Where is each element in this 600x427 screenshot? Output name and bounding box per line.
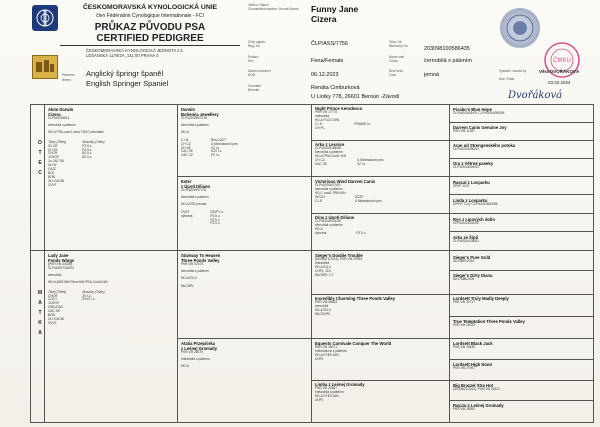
great-grandparent-name: Limba z Leśnej Gromady xyxy=(315,382,365,387)
great-grandparent-health: HD-A EYES-N/N xyxy=(315,352,339,357)
great-grandparent-colour: černobílá s pálením xyxy=(315,222,343,227)
great-grandparent-colour: černobílá xyxy=(315,303,329,308)
hair-label: Druh srsti xyxy=(389,69,403,73)
great-grandparent-colour: černobílá s pálením xyxy=(315,186,343,191)
grandparent-cell xyxy=(181,253,307,289)
grandparent-health: HD-A DON prostá xyxy=(181,201,207,206)
issued-by: Věra DVOŘÁKOVÁ xyxy=(539,69,580,74)
sire-cell xyxy=(48,107,174,188)
sire-titles: Ch CR CH SK CHCR JCHCR Ju CAC SK 2x HV CAJC BOJ BOB 3x r.CACIB OVVT xyxy=(48,143,65,187)
great-grandparent-health: HD-A FUCO-N/N xyxy=(315,117,340,122)
grandparent-name: Stairway To Heaven xyxy=(181,253,221,258)
ggg-reg: (SE33813/2012), PKR.VIII 30121 xyxy=(453,387,500,391)
breeder-address: U Liotky 778, 26601 Beroun -Závodí xyxy=(311,94,400,100)
grandparent-colour: hnědobílá s pálením xyxy=(181,356,210,361)
org-name: ČESKOMORAVSKÁ KYNOLOGICKÁ UNIE xyxy=(82,4,218,11)
reg-number: ČLP/ASS/7756 xyxy=(311,41,348,47)
dam-colour: černobílá xyxy=(48,272,62,277)
dam-titles: CHCR CJCH JCHCR CWC/CAC CAC SK BOB 2x r.CACIB OVVT xyxy=(48,293,64,325)
dam-kennel: Fonds Wings xyxy=(48,258,75,263)
grandparent-kennel: z Leśnej Gromady xyxy=(181,346,218,351)
great-grandparent-reg: PKR.VIII 22687 xyxy=(315,386,337,390)
great-grandparent-titles: CHPL, JCh MLOSPL C.T xyxy=(315,268,334,277)
great-grandparent-health: HD-C cord1 PRA:N/N xyxy=(315,190,346,195)
ggg-name: Lordsett High Noon xyxy=(453,362,493,367)
ggg-reg: CLP/ASS/4390/01 xyxy=(453,147,479,151)
breeder-name: Renáta Cimburková xyxy=(311,85,360,91)
dob-label-en: DOB xyxy=(248,73,255,77)
father-side-label: O T E C xyxy=(37,140,43,175)
fci-logo xyxy=(32,5,58,31)
great-grandparent-reg: ČLP/ASS/5473/01 xyxy=(315,183,341,187)
ggg-name: Big Brazzel Xtra Hot xyxy=(453,383,494,388)
great-grandparent-colour: hnědočerná s pálením xyxy=(315,348,347,353)
grandparent-name: Darwin xyxy=(181,107,195,112)
sire-trials-label: Zkoušky (Trials) xyxy=(82,139,105,144)
great-grandparent-reg: PKR.VIII 17775 xyxy=(315,110,337,114)
ggg-name: Ora z Větrné paseky xyxy=(453,161,494,166)
ggg-name: Aran od Strengenského potoka xyxy=(453,143,516,148)
microchip-label: Microchip No. xyxy=(389,44,409,48)
dob-label: Datum narození xyxy=(248,69,271,73)
microchip-number: 203098100586435 xyxy=(424,46,470,52)
sire-trials: PZ II.c. PZ II.c. BZ II.c. BZ II.c. xyxy=(82,143,93,160)
ggg-cell xyxy=(453,198,591,207)
ggg-reg: DK20887/2010 xyxy=(453,259,475,263)
ggg-reg: CLP/AS/3903/05, ČLP/ASS/4055/05 xyxy=(453,111,505,115)
ggg-name: Sieger's Dirty Diana xyxy=(453,273,493,278)
breed-label: Plemeno xyxy=(62,73,75,77)
grandparent-trials: SZVP I.c. PZ II.c. PZ II.c. PZ II.c. xyxy=(210,209,224,226)
dam-subreg: (PKR.VIII-43028) xyxy=(48,262,73,266)
ggg-name: Rajczu z Leśnej Gromady xyxy=(453,403,504,408)
grandparent-kennel: Bohemia Jewellery xyxy=(181,112,219,117)
dam-cell xyxy=(48,253,174,326)
great-grandparent-extra: PRAMR I.c. xyxy=(354,121,372,126)
sire-titles-label: Tituly (Titles) xyxy=(48,139,67,144)
great-grandparent-colour: hnědobílá xyxy=(315,113,330,118)
great-grandparent-cell xyxy=(315,106,447,131)
header-divider xyxy=(60,45,240,46)
grandparent-reg: ČLP/ASS/5477/11 xyxy=(181,188,207,192)
grandparent-trials: Res.CACT U.Mezinárodní pes VZ I.c. KZV I.c. PZ I.c. xyxy=(210,137,238,158)
ggg-reg: SPKP 1047 xyxy=(453,184,470,188)
dam-reg: ČLP/ASS/7345/22 xyxy=(48,265,74,270)
ggg-reg: PKR.VIII 27097 xyxy=(453,366,475,370)
breed-cz: Anglický špringr španěl xyxy=(86,69,164,78)
ggg-cell xyxy=(453,255,591,264)
grandparent-health: HD-A xyxy=(181,129,189,134)
great-grandparent-health: HD-A EYES-N/N xyxy=(315,393,339,398)
great-grandparent-health: HD-A PRA-Cord1 N/N xyxy=(315,153,347,158)
dog-name: Funny Jane xyxy=(311,4,359,14)
grandparent-reg: ČLP/ASS/5570/16 xyxy=(181,116,207,120)
great-grandparent-cell xyxy=(315,253,447,278)
grandparent-name: Ester xyxy=(181,179,192,184)
sire-health: HD-A PRA-cord1 clear FUCO přenašeč xyxy=(48,129,104,134)
ggg-cell xyxy=(453,235,591,244)
mother-side-label: M A T K A xyxy=(37,290,43,335)
cmku-emblem-icon xyxy=(33,56,57,78)
reg-label: Číslo zápisu xyxy=(248,40,266,44)
fci-emblem-icon xyxy=(33,6,57,30)
ggg-reg: PKR.VIII 28392 xyxy=(453,407,475,411)
sex-value: Fena/Female xyxy=(311,58,344,64)
ggg-reg: ČLP/ASS/4332/02 xyxy=(453,221,479,225)
official-stamp xyxy=(538,40,586,80)
stamp-icon xyxy=(538,40,586,80)
breed-label-en: Breed xyxy=(62,78,71,82)
kennel-label: Chovatelská stanice / Kennel Name xyxy=(248,7,299,11)
dam-trials-label: Zkoušky (Trials) xyxy=(82,289,105,294)
great-grandparent-titles: CH CZ CAC SK xyxy=(315,157,327,166)
great-grandparent-health: HD-A ED-0 xyxy=(315,307,331,312)
great-grandparent-extra: U.Mezinárodní pes VZ I.c. xyxy=(356,157,384,166)
stamp-text: ČMKU xyxy=(553,58,571,64)
great-grandparent-health: HD-A EQ-0 xyxy=(315,264,331,269)
great-grandparent-titles: INTCH C.I.E. xyxy=(315,194,325,203)
great-grandparent-name: Incredibly Charming Three Ponds Valley xyxy=(315,296,396,301)
great-grandparent-cell xyxy=(315,215,447,236)
ggg-cell xyxy=(453,341,591,350)
coat-colour-label: Barva srsti xyxy=(389,55,405,59)
ggg-name: Darrem Canis Genuine Joy xyxy=(453,125,507,130)
breeder-label-en: Breeder xyxy=(248,88,260,92)
issued-label: Vystavil / Issued by xyxy=(499,69,527,73)
ggg-name: Rascal z Lovparku xyxy=(453,180,490,185)
dam-name: Lady Jane xyxy=(48,253,69,258)
ggg-name: Picabo's Blue Hope xyxy=(453,107,492,112)
great-grandparent-name: Dina z Úpotí Diliano xyxy=(315,215,355,220)
ggg-reg: ČLP/ASS/4136/01 xyxy=(453,239,479,243)
great-grandparent-extra: ÚČSF U.Mezinárodní pes xyxy=(354,194,382,203)
reg-label-en: Reg. No. xyxy=(248,44,261,48)
grandparent-reg: PKR.VIII 28179 xyxy=(181,350,203,354)
coat-colour-label-en: Colour xyxy=(389,59,399,63)
ggg-reg: DK17386/2009 xyxy=(453,277,475,281)
ggg-reg: PKR.VIII-11397 xyxy=(453,129,475,133)
org-fci-membership: člen Fédération Cynologique Internationale - FCI xyxy=(96,13,204,19)
grandparent-colour: černobílá s pálením xyxy=(181,122,209,127)
ggg-reg: PKR.VIII 25125 xyxy=(453,323,475,327)
seal-emblem-icon xyxy=(500,8,540,48)
ggg-reg: (SPKP 714), ČLP/ASS/3633/95 xyxy=(453,202,498,206)
issue-date: 03.02.2024 xyxy=(548,80,571,85)
grandparent-titles: MLCHPL xyxy=(181,283,194,288)
great-grandparent-name: Arka z Lesnice xyxy=(315,142,345,147)
great-grandparent-titles: CHPL xyxy=(315,397,324,402)
ggg-cell xyxy=(453,319,591,328)
ggg-name: Linda z Lovparku xyxy=(453,198,488,203)
ggg-cell xyxy=(453,403,591,412)
ggg-name: Arka ze Šípů xyxy=(453,235,479,240)
dob-value: 06.12.2023 xyxy=(311,72,339,78)
great-grandparent-reg: PKR.VIII-36615 xyxy=(315,300,338,304)
grandparent-health: HD-A xyxy=(181,363,189,368)
dam-health: HD-A AMS:N/N Pecn:N/N PRA-Cord1:N/N xyxy=(48,279,108,284)
great-grandparent-name: Victorious Wind Darrem Canis xyxy=(315,179,376,184)
cmku-logo xyxy=(32,55,58,79)
great-grandparent-colour: hnědobílá xyxy=(315,260,330,265)
ggg-reg: PKR.VIII 26435 xyxy=(453,345,475,349)
great-grandparent-titles: výborná xyxy=(315,230,327,235)
sex-label: Pohlaví xyxy=(248,55,259,59)
coat-colour-value: černobílá s pálením xyxy=(424,58,472,64)
grandparent-titles: C.I.B. CH CZ CH SK CAC SK CAC CZ xyxy=(181,137,193,158)
club-name: ČESKOMORAVSKÁ KYNOLOGICKÁ JEDNOTA z.s. xyxy=(86,48,184,53)
ggg-cell xyxy=(453,273,591,282)
ggg-name: Sieger's Pure Gold xyxy=(453,255,491,260)
great-grandparent-titles: CHPL xyxy=(315,356,324,361)
dam-trials: ZV I.c. ZVVZ I.c. xyxy=(82,293,96,302)
hair-value: jemná xyxy=(424,72,439,78)
great-grandparent-reg: ČLP/ASS/5185/08 xyxy=(315,146,341,150)
grandparent-kennel: z Úpotí Diliano xyxy=(181,184,211,189)
great-grandparent-cell xyxy=(315,142,447,167)
grandparent-kennel: Three Ponds Valley xyxy=(181,258,220,263)
great-grandparent-extra: PZ II.c. xyxy=(356,230,367,235)
great-grandparent-name: Sieger's Double Trouble xyxy=(315,253,363,258)
dam-titles-label: Tituly (Titles) xyxy=(48,289,67,294)
breed-en: English Springer Spaniel xyxy=(86,79,169,88)
grandparent-cell xyxy=(181,179,307,226)
date-label: Dne / Date xyxy=(499,77,515,81)
ggg-cell xyxy=(453,143,591,152)
ggg-cell xyxy=(453,362,591,371)
ggg-cell xyxy=(453,296,591,305)
grandparent-titles: OVVT výborná xyxy=(181,209,193,218)
grandparent-health: HD-A ED-0 xyxy=(181,275,197,280)
sire-colour: černobílá s pálením xyxy=(48,122,76,127)
great-grandparent-cell xyxy=(315,179,447,204)
grandparent-cell xyxy=(181,341,307,369)
ggg-name: True Temptation Three Ponds Valley xyxy=(453,319,525,324)
sire-name: Akim Darwin xyxy=(48,107,74,112)
ggg-cell xyxy=(453,107,591,116)
ggg-reg: PKR.VIII 32717 xyxy=(453,300,475,304)
sex-label-en: Sex xyxy=(248,59,254,63)
ggg-cell xyxy=(453,180,591,189)
great-grandparent-reg: (DK08671/2013), PKR.VIII 29954 xyxy=(315,257,363,261)
signature: Dvořáková xyxy=(508,90,563,101)
great-grandparent-cell xyxy=(315,296,447,317)
hair-label-en: Coat xyxy=(389,73,396,77)
ggg-cell xyxy=(453,161,591,170)
name-label: Jméno / Name xyxy=(248,3,269,7)
great-grandparent-reg: PKR.VIII 18071 xyxy=(315,345,337,349)
grandparent-colour: černobílá s pálením xyxy=(181,268,209,273)
great-grandparent-cell xyxy=(315,341,447,362)
dog-kennel: Cizera xyxy=(311,14,337,24)
great-grandparent-colour: hnědobílá s pálením xyxy=(315,389,344,394)
ggg-name: Lordsett Black Jack xyxy=(453,341,493,346)
club-address: LEŠANSKÁ 1176/2A, 141 00 PRAHA 4 xyxy=(86,53,159,58)
title-en: CERTIFIED PEDIGREE xyxy=(96,33,204,44)
great-grandparent-reg: ČLP/ASS/5191/08 xyxy=(315,219,341,223)
hologram-seal xyxy=(500,8,540,48)
tattoo-label: Tetov. Nr. xyxy=(389,40,403,44)
grandparent-name: Atalia Przepiórka xyxy=(181,341,215,346)
sire-reg: ČLP/ASS/6814 xyxy=(48,116,70,120)
great-grandparent-health: HD-A xyxy=(315,226,323,231)
title-cz: PRŮKAZ PŮVODU PSA xyxy=(94,22,206,33)
ggg-cell xyxy=(453,217,591,226)
great-grandparent-cell xyxy=(315,382,447,403)
great-grandparent-name: Night Prince Aerodesco xyxy=(315,106,363,111)
ggg-name: Lordsett Truly Madly Deeply xyxy=(453,296,509,301)
ggg-cell xyxy=(453,383,591,392)
grandparent-colour: černobílá s pálením xyxy=(181,194,209,199)
grandparent-cell xyxy=(181,107,307,158)
ggg-cell xyxy=(453,125,591,134)
ggg-name: Ryo z Lipových dolin xyxy=(453,217,495,222)
great-grandparent-name: Equests Carnivale Conquer The World xyxy=(315,341,392,346)
great-grandparent-titles: C.I.E. CH PL xyxy=(315,121,325,130)
sire-kennel: Cizera xyxy=(48,112,61,117)
great-grandparent-titles: MLOCHPL xyxy=(315,311,331,316)
ggg-reg: ČLP/ASS/4004/93 xyxy=(453,165,479,169)
great-grandparent-colour: černobílá s pálením xyxy=(315,149,343,154)
grandparent-reg: PKR.VIII 37673 xyxy=(181,262,203,266)
breeder-label: Chovatel xyxy=(248,84,261,88)
